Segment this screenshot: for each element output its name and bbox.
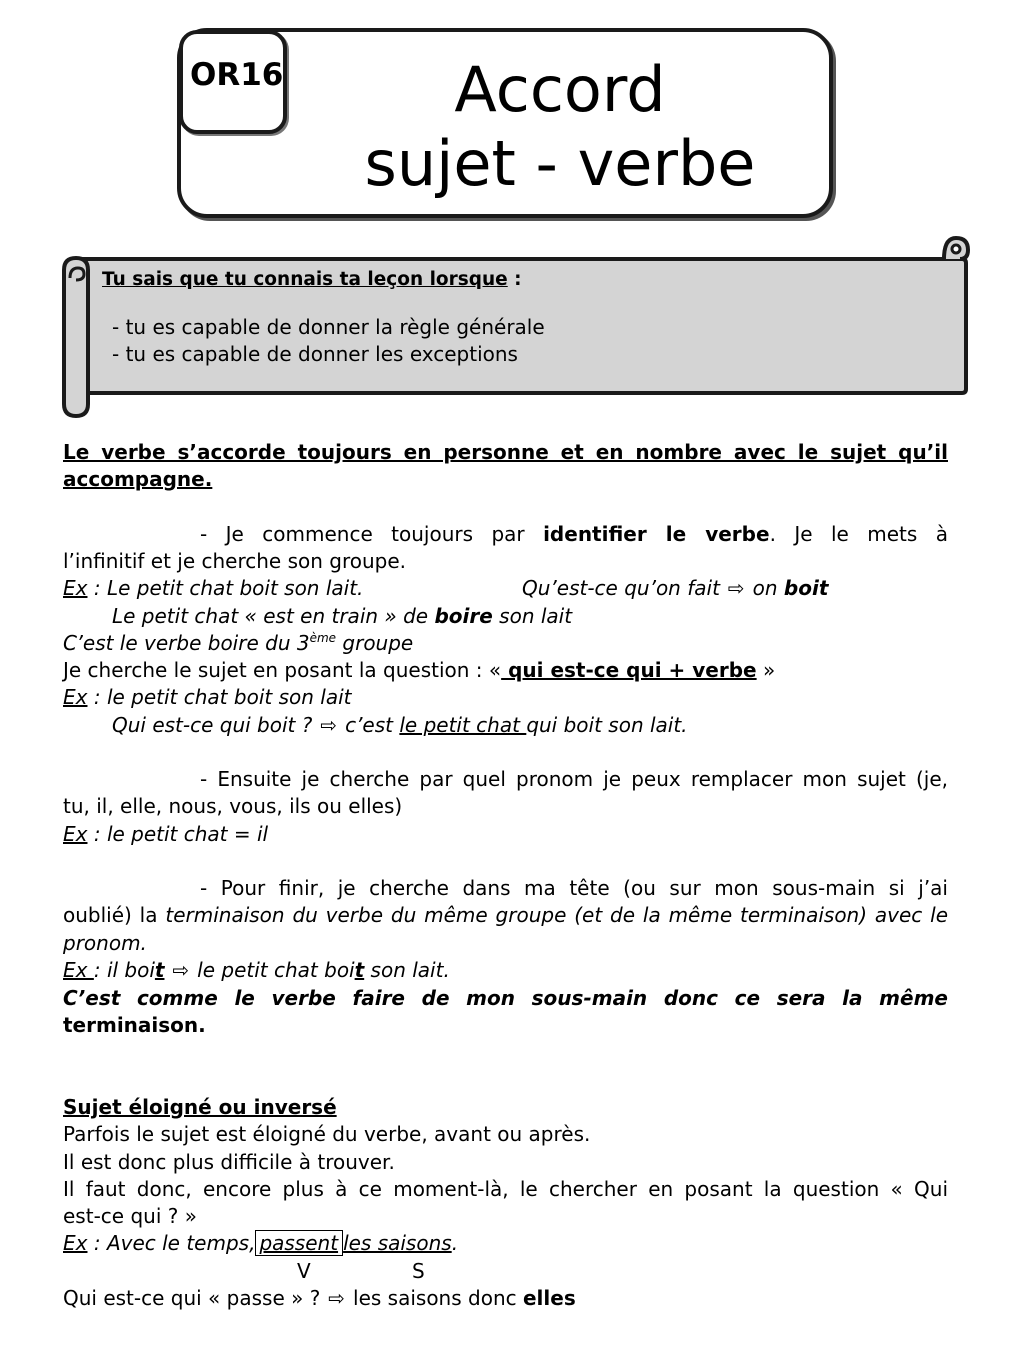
example-line: Ex : Avec le temps, passent les saisons.	[63, 1231, 459, 1255]
rule-line: accompagne.	[63, 467, 213, 491]
group-line: C’est le verbe boire du 3ème groupe	[63, 631, 414, 655]
step1-line: l’infinitif et je cherche son groupe.	[63, 549, 407, 573]
verb-box: passent	[255, 1230, 343, 1256]
step2-line: tu, il, elle, nous, vous, ils ou elles)	[63, 794, 403, 818]
verb-marker: V	[297, 1259, 311, 1283]
subject-marker: S	[412, 1259, 425, 1283]
step3-line: pronom.	[63, 931, 147, 955]
conclusion-line: terminaison.	[63, 1013, 206, 1037]
step2-line: - Ensuite je cherche par quel pronom je peux remplacer mon sujet (je,	[200, 767, 948, 791]
lesson-code: OR16	[190, 57, 284, 93]
section-heading: Sujet éloigné ou inversé	[63, 1095, 337, 1119]
section-line: Il faut donc, encore plus à ce moment-là, le chercher en posant la question « Qui	[63, 1177, 948, 1201]
example-line: Le petit chat « est en train » de boire son lait	[112, 604, 573, 628]
conclusion-line: C’est comme le verbe faire de mon sous-main donc ce sera la même	[63, 986, 948, 1010]
scroll-item: - tu es capable de donner les exceptions	[112, 342, 518, 366]
answer-line: Qui est-ce qui « passe » ? ⇨ les saisons donc elles	[63, 1286, 576, 1310]
example-line: Qui est-ce qui boit ? ⇨ c’est le petit chat qui boit son lait.	[112, 713, 688, 737]
step3-line: - Pour finir, je cherche dans ma tête (ou sur mon sous-main si j’ai	[200, 876, 948, 900]
section-line: est-ce qui ? »	[63, 1204, 197, 1228]
section-line: Il est donc plus difficile à trouver.	[63, 1150, 395, 1174]
step1-line: - Je commence toujours par identifier le verbe. Je le mets à	[200, 522, 948, 546]
example-line: Ex : Le petit chat boit son lait.	[63, 576, 364, 600]
example-line: Ex : le petit chat = il	[63, 822, 269, 846]
section-line: Parfois le sujet est éloigné du verbe, avant ou après.	[63, 1122, 591, 1146]
rule-line: Le verbe s’accorde toujours en personne et en nombre avec le sujet qu’il	[63, 440, 948, 464]
title-line-1: Accord	[454, 53, 666, 126]
example-question: Qu’est-ce qu’on fait ⇨ on boit	[522, 576, 829, 600]
scroll-item: - tu es capable de donner la règle générale	[112, 315, 545, 339]
title-line-2: sujet - verbe	[364, 127, 756, 200]
step3-line: oublié) la terminaison du verbe du même groupe (et de la même terminaison) avec le	[63, 903, 948, 927]
question-line: Je cherche le sujet en posant la question : « qui est-ce qui + verbe »	[63, 658, 776, 682]
scroll-heading: Tu sais que tu connais ta leçon lorsque :	[102, 269, 522, 290]
example-line: Ex : il boit ⇨ le petit chat boit son lait.	[63, 958, 450, 982]
example-line: Ex : le petit chat boit son lait	[63, 685, 352, 709]
